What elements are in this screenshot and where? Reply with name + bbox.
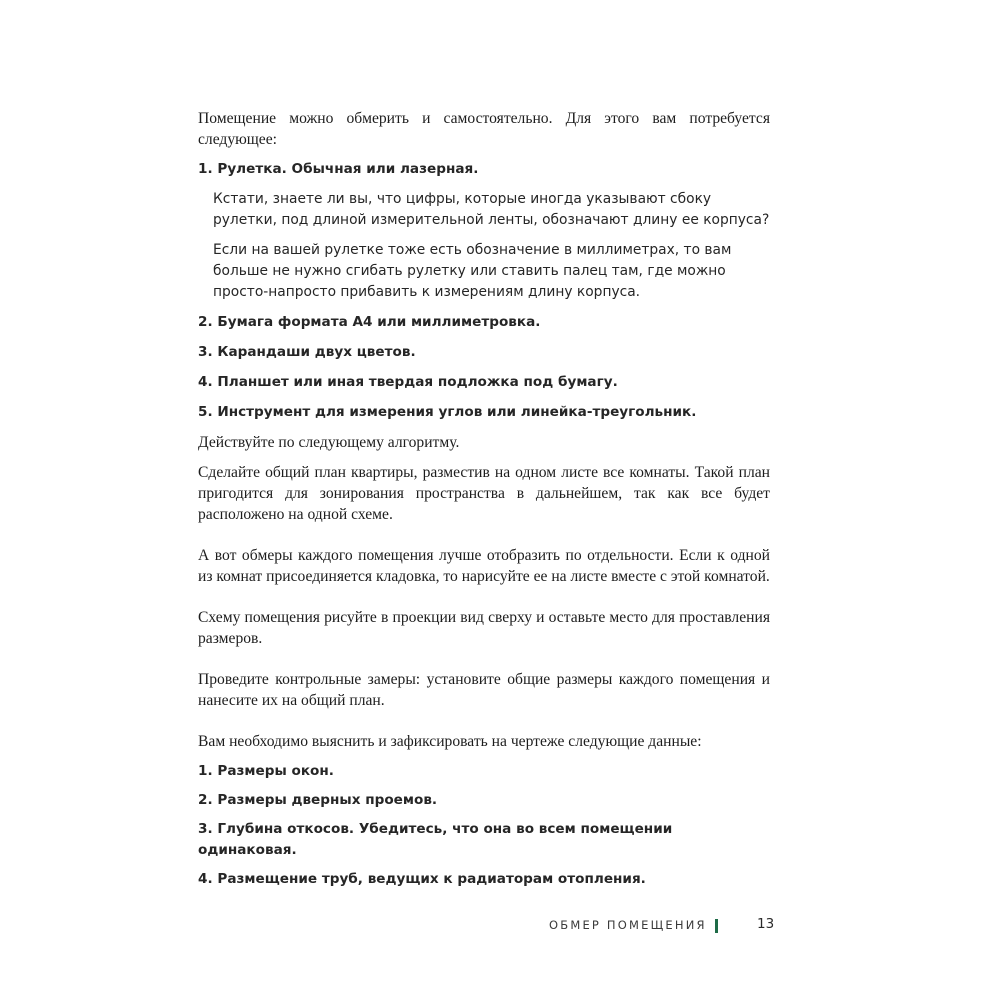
tape-measure-note-2: Если на вашей рулетке тоже есть обозначение в миллиметрах, то вам больше не нужно сгибать рулетку или ставить палец там, где можно просто-напросто прибавить к измерениям длину корпуса. [213, 242, 732, 300]
algorithm-paragraph-4: Проведите контрольные замеры: установите общие размеры каждого помещения и нанесите их на общий план. [198, 671, 770, 709]
page-footer [549, 915, 775, 937]
page-number: 13 [757, 916, 775, 932]
tool-item-paper: 2. Бумага формата А4 или миллиметровка. [198, 314, 541, 330]
algorithm-paragraph-5: Вам необходимо выяснить и зафиксировать на чертеже следующие данные: [198, 733, 702, 750]
data-item-reveals: 3. Глубина откосов. Убедитесь, что она во всем помещении одинаковая. [198, 821, 673, 858]
tool-item-pencils: 3. Карандаши двух цветов. [198, 344, 416, 360]
tool-item-angle-tool: 5. Инструмент для измерения углов или линейка-треугольник. [198, 404, 697, 420]
intro-paragraph: Помещение можно обмерить и самостоятельно. Для этого вам потребуется следующее: [198, 110, 770, 148]
data-item-doorways: 2. Размеры дверных проемов. [198, 792, 438, 808]
tape-measure-note-1: Кстати, знаете ли вы, что цифры, которые иногда указывают сбоку рулетки, под длиной измерительной ленты, обозначают длину ее корпуса? [213, 191, 770, 228]
algorithm-paragraph-3: Схему помещения рисуйте в проекции вид сверху и оставьте место для проставления размеров. [198, 609, 770, 647]
footer-accent-bar [715, 919, 718, 933]
tool-item-tape-measure: 1. Рулетка. Обычная или лазерная. [198, 161, 479, 177]
data-item-windows: 1. Размеры окон. [198, 763, 334, 779]
page-content [198, 108, 770, 890]
tool-item-tablet: 4. Планшет или иная твердая подложка под бумагу. [198, 374, 618, 390]
algorithm-paragraph-1: Сделайте общий план квартиры, разместив на одном листе все комнаты. Такой план пригодится для зонирования пространства в дальнейшем, так как все будет расположено на одной схеме. [198, 464, 770, 523]
algorithm-paragraph-2: А вот обмеры каждого помещения лучше отобразить по отдельности. Если к одной из комнат присоединяется кладовка, то нарисуйте ее на листе вместе с этой комнатой. [198, 547, 770, 585]
running-footer-section: ОБМЕР ПОМЕЩЕНИЯ [549, 918, 707, 932]
algorithm-lead: Действуйте по следующему алгоритму. [198, 434, 460, 451]
data-item-pipes: 4. Размещение труб, ведущих к радиаторам отопления. [198, 871, 646, 887]
